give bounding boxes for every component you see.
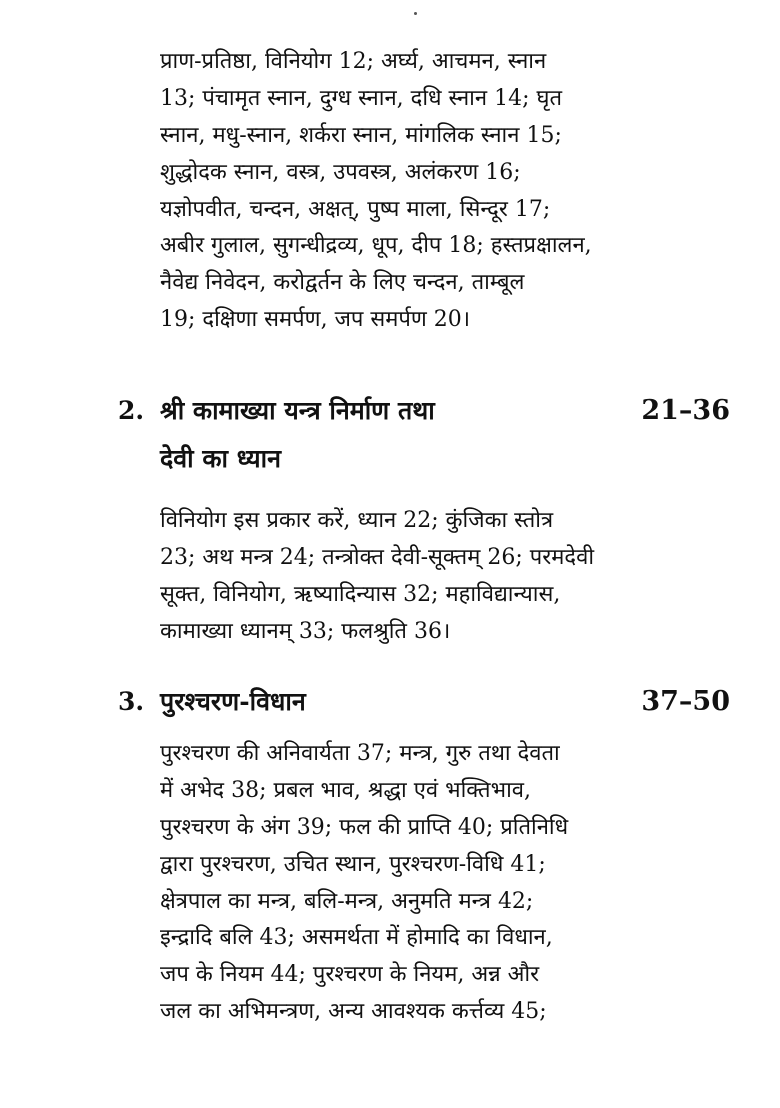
section1-line: 13; पंचामृत स्नान, दुग्ध स्नान, दधि स्नान 14; घृत [160, 85, 563, 111]
section1-line: शुद्धोदक स्नान, वस्त्र, उपवस्त्र, अलंकरण 16; [160, 159, 521, 185]
section3-number: 3. [118, 687, 145, 716]
section2-page-range: 21–36 [641, 395, 730, 426]
section1-description [160, 44, 648, 339]
section3-line: पुरश्चरण के अंग 39; फल की प्राप्ति 40; प्रतिनिधि [160, 814, 569, 840]
section2-number: 2. [118, 396, 145, 425]
section2-line: सूक्त, विनियोग, ऋष्यादिन्यास 32; महाविद्यान्यास, [160, 581, 561, 607]
section3-line: इन्द्रादि बलि 43; असमर्थता में होमादि का विधान, [160, 925, 553, 951]
section1-line: स्नान, मधु-स्नान, शर्करा स्नान, मांगलिक स्नान 15; [160, 122, 562, 148]
section3-line: जल का अभिमन्त्रण, अन्य आवश्यक कर्त्तव्य 45; [160, 999, 547, 1025]
section1-line: 19; दक्षिणा समर्पण, जप समर्पण 20। [160, 307, 471, 333]
section3-line: पुरश्चरण की अनिवार्यता 37; मन्त्र, गुरु तथा देवता [160, 741, 560, 766]
section2-line: 23; अथ मन्त्र 24; तन्त्रोक्त देवी-सूक्तम् 26; परमदेवी [160, 544, 595, 570]
section1-line: अबीर गुलाल, सुगन्धीद्रव्य, धूप, दीप 18; हस्तप्रक्षालन, [160, 233, 592, 259]
section3-line: क्षेत्रपाल का मन्त्र, बलि-मन्त्र, अनुमति मन्त्र 42; [160, 888, 534, 914]
section2-line: कामाख्या ध्यानम् 33; फलश्रुति 36। [160, 618, 451, 644]
section3-line: जप के नियम 44; पुरश्चरण के नियम, अन्न और [160, 962, 540, 988]
section3-description [160, 736, 648, 1031]
section2-description [160, 503, 648, 651]
section1-line: प्राण-प्रतिष्ठा, विनियोग 12; अर्घ्य, आचमन, स्नान [160, 49, 547, 74]
section3-title: पुरश्चरण-विधान [160, 687, 306, 716]
section3-line: में अभेद 38; प्रबल भाव, श्रद्धा एवं भक्तिभाव, [160, 777, 531, 803]
section2-line: विनियोग इस प्रकार करें, ध्यान 22; कुंजिका स्तोत्र [160, 508, 554, 533]
section1-line: यज्ञोपवीत, चन्दन, अक्षत्, पुष्प माला, सिन्दूर 17; [160, 196, 551, 222]
section1-line: नैवेद्य निवेदन, करोद्वर्तन के लिए चन्दन, ताम्बूल [160, 270, 525, 296]
print-speck [414, 12, 417, 15]
section3-line: द्वारा पुरश्चरण, उचित स्थान, पुरश्चरण-विधि 41; [160, 851, 546, 877]
section2-title-continued: देवी का ध्यान [160, 444, 281, 473]
section2-title: श्री कामाख्या यन्त्र निर्माण तथा [160, 396, 435, 425]
section3-page-range: 37–50 [641, 686, 730, 717]
